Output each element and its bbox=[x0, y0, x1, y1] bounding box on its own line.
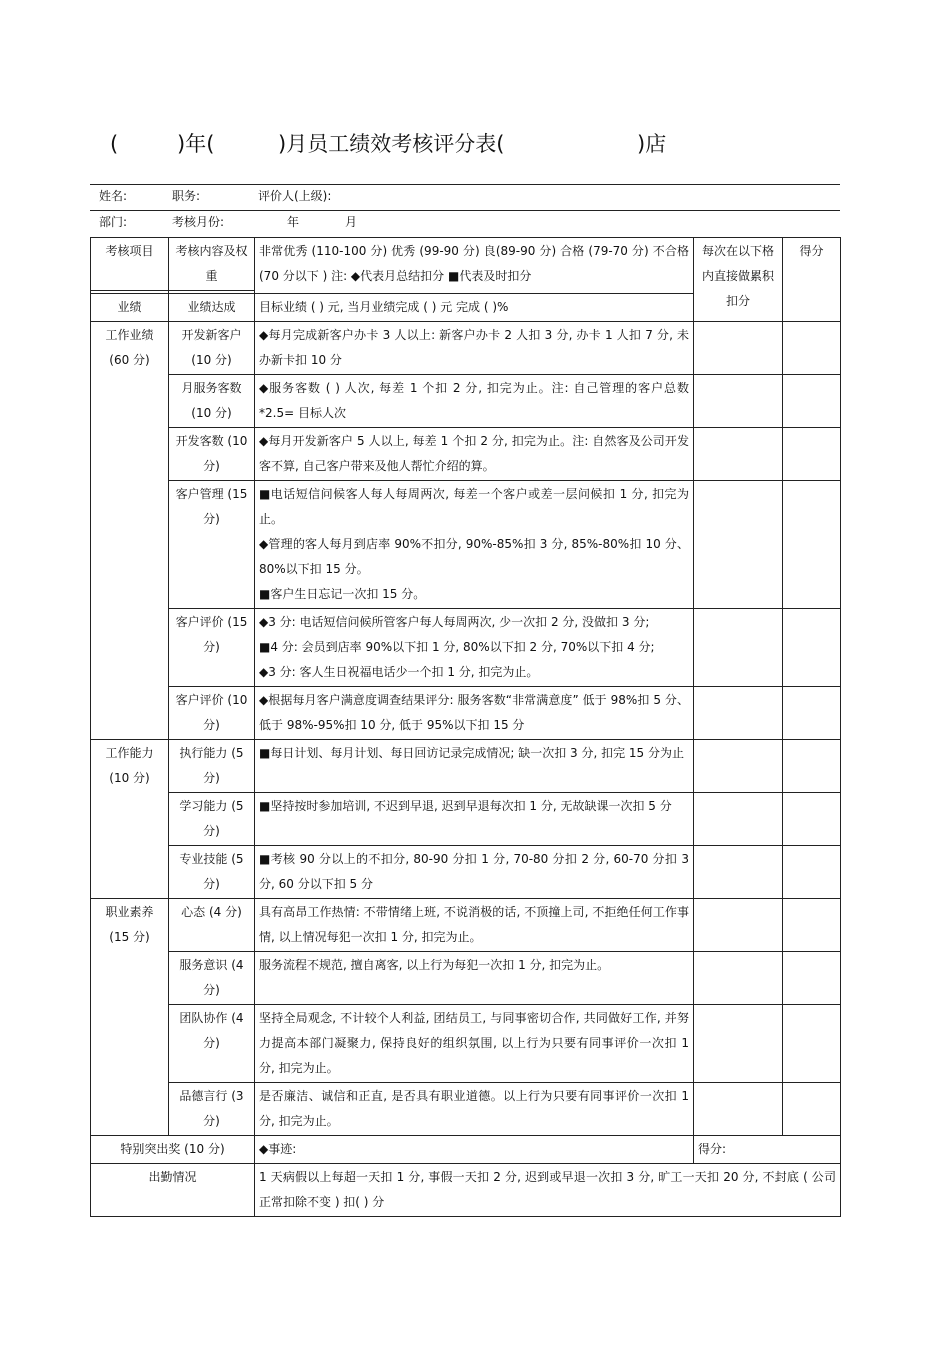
title-part-3: )月员工绩效考核评分表( bbox=[278, 132, 505, 156]
score-cell[interactable] bbox=[783, 740, 841, 793]
quality-category-weight: (15 分) bbox=[109, 930, 150, 944]
deduct-cell[interactable] bbox=[694, 952, 783, 1005]
row-text: ◆服务客数 ( ) 人次, 每差 1 个扣 2 分, 扣完为止。注: 自己管理的客户总数 *2.5= 目标人次 bbox=[255, 375, 694, 428]
title-part-2: )年( bbox=[177, 132, 215, 156]
score-cell[interactable] bbox=[783, 793, 841, 846]
ability-category-weight: (10 分) bbox=[109, 771, 150, 785]
bonus-score-label[interactable]: 得分: bbox=[694, 1136, 841, 1164]
rule-line: ◆管理的客人每月到店率 90%不扣分, 90%-85%扣 3 分, 85%-80%扣 10 分、80%以下扣 15 分。 bbox=[259, 537, 689, 576]
work-category bbox=[91, 322, 169, 740]
evaluation-table bbox=[90, 237, 841, 1217]
ability-category bbox=[91, 740, 169, 793]
row-name: 团队协作 (4 分) bbox=[169, 1005, 255, 1083]
perf-content: 业绩达成 bbox=[169, 294, 255, 322]
quality-category bbox=[91, 899, 169, 952]
deduct-cell[interactable] bbox=[694, 846, 783, 899]
table-row bbox=[91, 428, 841, 481]
row-name: 品德言行 (3 分) bbox=[169, 1083, 255, 1136]
row-name: 开发客数 (10 分) bbox=[169, 428, 255, 481]
row-name: 服务意识 (4 分) bbox=[169, 952, 255, 1005]
row-text: 是否廉洁、诚信和正直, 是否具有职业道德。以上行为只要有同事评价一次扣 1 分, 扣完为止。 bbox=[255, 1083, 694, 1136]
table-row bbox=[91, 952, 841, 1005]
row-text: 服务流程不规范, 擅自离客, 以上行为每犯一次扣 1 分, 扣完为止。 bbox=[255, 952, 694, 1005]
table-row bbox=[91, 375, 841, 428]
row-text: 具有高昂工作热情: 不带情绪上班, 不说消极的话, 不顶撞上司, 不拒绝任何工作事情, 以上情况每犯一次扣 1 分, 扣完为止。 bbox=[255, 899, 694, 952]
title-part-4: )店 bbox=[637, 132, 667, 156]
table-row bbox=[91, 322, 841, 375]
work-category-label: 工作业绩 bbox=[105, 328, 154, 342]
deduct-cell[interactable] bbox=[694, 1083, 783, 1136]
row-text: ■考核 90 分以上的不扣分, 80-90 分扣 1 分, 70-80 分扣 2 分, 60-70 分扣 3 分, 60 分以下扣 5 分 bbox=[255, 846, 694, 899]
header-score: 得分 bbox=[783, 238, 841, 322]
category-spacer bbox=[91, 1005, 169, 1083]
score-cell[interactable] bbox=[783, 428, 841, 481]
score-cell[interactable] bbox=[783, 609, 841, 687]
row-name: 心态 (4 分) bbox=[169, 899, 255, 952]
row-text bbox=[255, 609, 694, 687]
title-part-1: ( bbox=[110, 132, 119, 156]
deduct-cell[interactable] bbox=[694, 428, 783, 481]
deduct-cell[interactable] bbox=[694, 899, 783, 952]
row-text: 坚持全局观念, 不计较个人利益, 团结员工, 与同事密切合作, 共同做好工作, 并努力提高本部门凝聚力, 保持良好的组织氛围, 以上行为只要有同事评价一次扣 1 分, 扣完为止。 bbox=[255, 1005, 694, 1083]
deduct-cell[interactable] bbox=[694, 609, 783, 687]
month-suffix: 月 bbox=[345, 215, 358, 229]
deduct-cell[interactable] bbox=[694, 740, 783, 793]
year-suffix: 年 bbox=[287, 215, 300, 229]
table-header-row bbox=[91, 238, 841, 291]
quality-category-label: 职业素养 bbox=[105, 905, 154, 919]
row-name: 专业技能 (5 分) bbox=[169, 846, 255, 899]
table-row bbox=[91, 899, 841, 952]
score-cell[interactable] bbox=[783, 322, 841, 375]
perf-item: 业绩 bbox=[91, 294, 169, 322]
row-name: 月服务客数(10 分) bbox=[169, 375, 255, 428]
score-cell[interactable] bbox=[783, 1005, 841, 1083]
attendance-label: 出勤情况 bbox=[91, 1164, 255, 1217]
attendance-text: 1 天病假以上每超一天扣 1 分, 事假一天扣 2 分, 迟到或早退一次扣 3 分, 旷工一天扣 20 分, 不封底 ( 公司正常扣除不变 ) 扣( ) 分 bbox=[255, 1164, 841, 1217]
category-spacer bbox=[91, 846, 169, 899]
table-row bbox=[91, 687, 841, 740]
row-name: 学习能力 (5 分) bbox=[169, 793, 255, 846]
dept-label: 部门: bbox=[99, 215, 128, 229]
rule-line: ■客户生日忘记一次扣 15 分。 bbox=[259, 587, 426, 601]
row-name: 客户管理 (15 分) bbox=[169, 481, 255, 609]
table-row bbox=[91, 793, 841, 846]
rule-line: ■电话短信问候客人每人每周两次, 每差一个客户或差一层问候扣 1 分, 扣完为止。 bbox=[259, 487, 689, 526]
row-text: ◆每月开发新客户 5 人以上, 每差 1 个扣 2 分, 扣完为止。注: 自然客及公司开发客不算, 自己客户带来及他人帮忙介绍的算。 bbox=[255, 428, 694, 481]
score-cell[interactable] bbox=[783, 687, 841, 740]
form-title bbox=[0, 128, 950, 160]
score-cell[interactable] bbox=[783, 952, 841, 1005]
bonus-text[interactable]: ◆事迹: bbox=[255, 1136, 694, 1164]
category-spacer bbox=[91, 793, 169, 846]
header-grades: 非常优秀 (110-100 分) 优秀 (99-90 分) 良(89-90 分) 合格 (79-70 分) 不合格 (70 分以下 ) 注: ◆代表月总结扣分 ■代表及时扣分 bbox=[255, 238, 694, 294]
attendance-row bbox=[91, 1164, 841, 1217]
table-row bbox=[91, 740, 841, 793]
row-text: ■坚持按时参加培训, 不迟到早退, 迟到早退每次扣 1 分, 无故缺课一次扣 5 分 bbox=[255, 793, 694, 846]
deduct-cell[interactable] bbox=[694, 793, 783, 846]
deduct-cell[interactable] bbox=[694, 322, 783, 375]
row-text: ◆每月完成新客户办卡 3 人以上: 新客户办卡 2 人扣 3 分, 办卡 1 人扣 7 分, 未办新卡扣 10 分 bbox=[255, 322, 694, 375]
divider bbox=[90, 184, 840, 185]
deduct-cell[interactable] bbox=[694, 1005, 783, 1083]
header-deduct: 每次在以下格内直接做累积扣分 bbox=[694, 238, 783, 322]
divider bbox=[90, 210, 840, 211]
rule-line: ◆3 分: 电话短信问候所管客户每人每周两次, 少一次扣 2 分, 没做扣 3 分; bbox=[259, 615, 650, 629]
row-text: ■每日计划、每月计划、每日回访记录完成情况; 缺一次扣 3 分, 扣完 15 分为止 bbox=[255, 740, 694, 793]
bonus-label: 特别突出奖 (10 分) bbox=[91, 1136, 255, 1164]
bonus-row bbox=[91, 1136, 841, 1164]
score-cell[interactable] bbox=[783, 1083, 841, 1136]
table-row bbox=[91, 609, 841, 687]
score-cell[interactable] bbox=[783, 375, 841, 428]
deduct-cell[interactable] bbox=[694, 375, 783, 428]
table-row bbox=[91, 481, 841, 609]
deduct-cell[interactable] bbox=[694, 687, 783, 740]
row-name: 开发新客户(10 分) bbox=[169, 322, 255, 375]
row-text: ◆根据每月客户满意度调查结果评分: 服务客数“非常满意度” 低于 98%扣 5 分、低于 98%-95%扣 10 分, 低于 95%以下扣 15 分 bbox=[255, 687, 694, 740]
rule-line: ◆3 分: 客人生日祝福电话少一个扣 1 分, 扣完为止。 bbox=[259, 665, 539, 679]
category-spacer bbox=[91, 952, 169, 1005]
table-row bbox=[91, 1083, 841, 1136]
name-label: 姓名: bbox=[99, 189, 128, 203]
row-name: 客户评价 (10 分) bbox=[169, 687, 255, 740]
header-content: 考核内容及权重 bbox=[169, 238, 255, 291]
row-name: 客户评价 (15 分) bbox=[169, 609, 255, 687]
deduct-cell[interactable] bbox=[694, 481, 783, 609]
rule-line: ■4 分: 会员到店率 90%以下扣 1 分, 80%以下扣 2 分, 70%以下扣 4 分; bbox=[259, 640, 655, 654]
score-cell[interactable] bbox=[783, 846, 841, 899]
perf-text: 目标业绩 ( ) 元, 当月业绩完成 ( ) 元 完成 ( )% bbox=[255, 294, 694, 322]
position-label: 职务: bbox=[172, 189, 201, 203]
category-spacer bbox=[91, 1083, 169, 1136]
month-label: 考核月份: bbox=[172, 215, 225, 229]
score-cell[interactable] bbox=[783, 899, 841, 952]
evaluator-label: 评价人(上级): bbox=[258, 189, 332, 203]
table-row bbox=[91, 846, 841, 899]
ability-category-label: 工作能力 bbox=[105, 746, 154, 760]
row-text bbox=[255, 481, 694, 609]
work-category-weight: (60 分) bbox=[109, 353, 150, 367]
row-name: 执行能力 (5 分) bbox=[169, 740, 255, 793]
score-cell[interactable] bbox=[783, 481, 841, 609]
header-item: 考核项目 bbox=[91, 238, 169, 291]
table-row bbox=[91, 1005, 841, 1083]
